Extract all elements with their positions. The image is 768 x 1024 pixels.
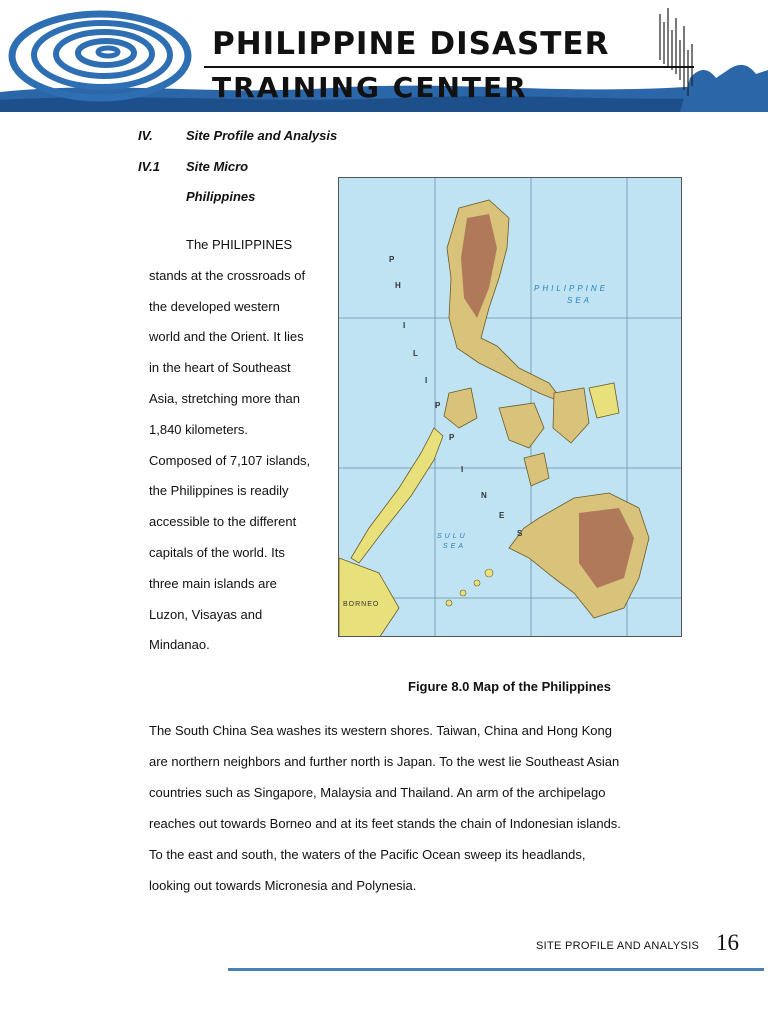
subsection-title: Site Micro — [186, 159, 249, 174]
country-letter: E — [499, 511, 505, 520]
body-line: To the east and south, the waters of the Pacific Ocean sweep its headlands, — [149, 847, 586, 862]
intro-line: in the heart of Southeast — [149, 360, 291, 376]
intro-line: three main islands are — [149, 575, 277, 591]
country-letter: I — [403, 321, 406, 330]
page-number: 16 — [716, 930, 739, 955]
typhoon-logo-icon — [12, 14, 188, 98]
footer-label: SITE PROFILE AND ANALYSIS — [536, 940, 700, 952]
country-letter: I — [461, 465, 464, 474]
intro-line: world and the Orient. It lies — [149, 329, 304, 345]
banner-title-line2: TRAINING CENTER — [212, 71, 528, 104]
country-letter: N — [481, 491, 487, 500]
banner-title-line1: PHILIPPINE DISASTER — [212, 26, 610, 62]
section-title: Site Profile and Analysis — [186, 128, 338, 143]
country-letter: P — [435, 401, 441, 410]
sea-label: SULU — [437, 533, 468, 540]
intro-line: Asia, stretching more than — [149, 390, 301, 406]
subsubsection-title: Philippines — [186, 189, 256, 204]
body-line: countries such as Singapore, Malaysia and Thailand. An arm of the archipelago — [149, 785, 606, 800]
header-banner — [0, 0, 768, 112]
seismograph-icon — [660, 8, 692, 96]
footer-rule — [228, 968, 764, 971]
intro-line: The PHILIPPINES — [186, 237, 293, 252]
figure-caption: Figure 8.0 Map of the Philippines — [408, 679, 611, 694]
country-letter: S — [517, 529, 523, 538]
country-letter: H — [395, 281, 401, 290]
intro-line: 1,840 kilometers. — [149, 421, 248, 437]
intro-line: the developed western — [149, 298, 280, 314]
subsection-number: IV.1 — [138, 159, 160, 174]
country-letter: P — [449, 433, 455, 442]
banner-title-rule — [204, 66, 694, 68]
intro-line: the Philippines is readily — [149, 483, 289, 499]
country-letter: P — [389, 255, 395, 264]
section-number: IV. — [138, 128, 153, 143]
body-line: looking out towards Micronesia and Polynesia. — [149, 878, 417, 893]
country-letter: I — [425, 376, 428, 385]
intro-line: Luzon, Visayas and — [149, 606, 263, 622]
country-letter: L — [413, 349, 418, 358]
sea-label: PHILIPPINE — [534, 284, 609, 293]
body-line: The South China Sea washes its western shores. Taiwan, China and Hong Kong — [149, 723, 612, 738]
intro-line: Composed of 7,107 islands, — [149, 452, 311, 468]
sea-label: SEA — [567, 296, 593, 305]
body-paragraph — [149, 715, 649, 901]
intro-line: Mindanao. — [149, 637, 210, 653]
intro-paragraph — [149, 230, 334, 661]
body-line: are northern neighbors and further north is Japan. To the west lie Southeast Asian — [149, 754, 620, 769]
philippines-map — [338, 177, 682, 637]
sea-label: SEA — [443, 543, 467, 550]
intro-line: capitals of the world. Its — [149, 544, 285, 560]
body-line: reaches out towards Borneo and at its feet stands the chain of Indonesian islands. — [149, 816, 621, 831]
map-image — [339, 178, 682, 637]
borneo-label: BORNEO — [343, 601, 380, 608]
intro-line: stands at the crossroads of — [149, 267, 306, 283]
intro-line: accessible to the different — [149, 514, 297, 530]
